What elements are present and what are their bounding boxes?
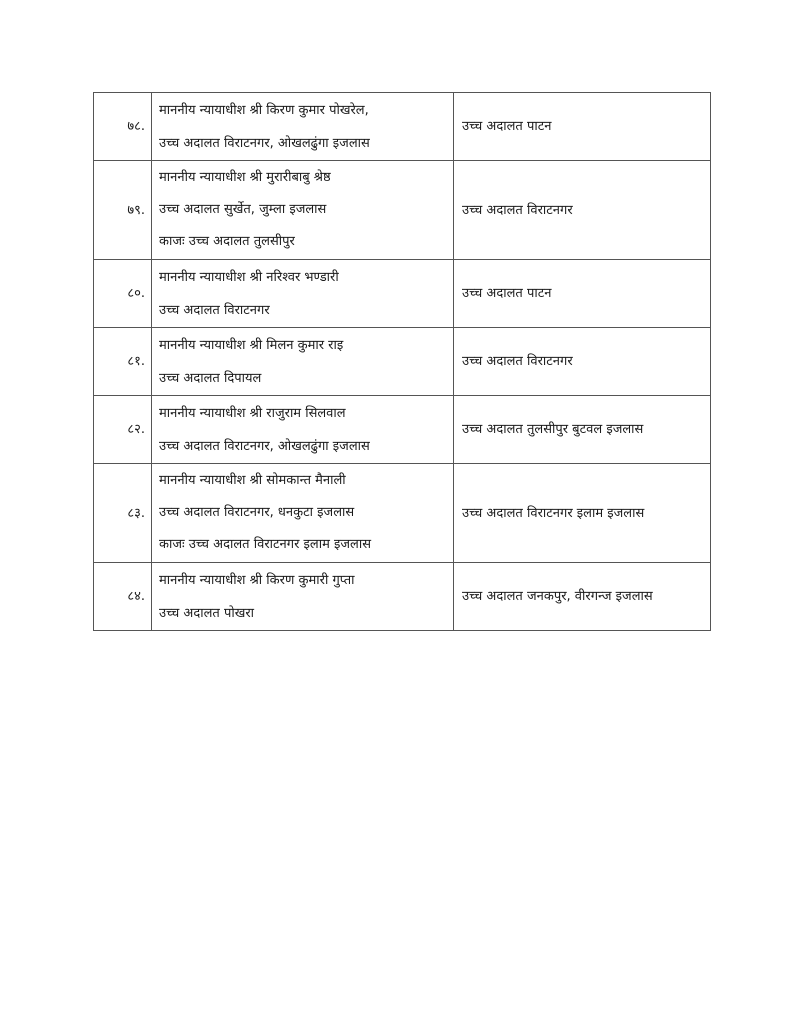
judge-name-cell (152, 396, 454, 464)
row-number: ८४. (127, 589, 145, 604)
destination-court: उच्च अदालत जनकपुर, वीरगन्ज इजलास (462, 589, 653, 604)
row-number: ७९. (127, 202, 145, 218)
judge-name-cell (152, 563, 454, 631)
table-row (94, 328, 711, 396)
table-row (94, 93, 711, 161)
judge-name-line: माननीय न्यायाधीश श्री नरिश्वर भण्डारी (159, 269, 339, 285)
row-number: ८३. (127, 505, 145, 521)
current-court-line: उच्च अदालत दिपायल (159, 370, 262, 386)
judge-name-line: माननीय न्यायाधीश श्री किरण कुमारी गुप्ता (159, 572, 355, 588)
judge-name-cell (152, 93, 454, 161)
row-number-cell (94, 161, 152, 260)
row-number-cell (94, 93, 152, 161)
judge-name-line: माननीय न्यायाधीश श्री मिलन कुमार राइ (159, 337, 344, 353)
judge-name-cell (152, 161, 454, 260)
current-court-line: उच्च अदालत विराटनगर, ओखलढुंगा इजलास (159, 135, 370, 151)
row-number-cell (94, 464, 152, 563)
destination-cell (454, 563, 711, 631)
destination-court: उच्च अदालत विराटनगर (462, 354, 573, 369)
destination-cell (454, 464, 711, 563)
table-row (94, 396, 711, 464)
table-row (94, 464, 711, 563)
judge-name-cell (152, 328, 454, 396)
judge-name-line: माननीय न्यायाधीश श्री किरण कुमार पोखरेल, (159, 102, 369, 118)
row-number: ८०. (127, 286, 145, 301)
acting-court-line: काजः उच्च अदालत तुलसीपुर (159, 234, 295, 249)
judge-name-line: माननीय न्यायाधीश श्री मुरारीबाबु श्रेष्ठ (159, 170, 331, 185)
table-row (94, 563, 711, 631)
row-number-cell (94, 563, 152, 631)
judge-name-line: माननीय न्यायाधीश श्री सोमकान्त मैनाली (159, 473, 346, 488)
judge-name-line: माननीय न्यायाधीश श्री राजुराम सिलवाल (159, 405, 346, 421)
row-number-cell (94, 260, 152, 328)
row-number: ७८. (127, 119, 145, 134)
current-court-line: उच्च अदालत विराटनगर (159, 302, 270, 318)
destination-cell (454, 396, 711, 464)
judge-name-cell (152, 464, 454, 563)
destination-cell (454, 161, 711, 260)
current-court-line: उच्च अदालत विराटनगर, धनकुटा इजलास (159, 505, 355, 520)
row-number: ८१. (127, 354, 145, 369)
current-court-line: उच्च अदालत सुर्खेत, जुम्ला इजलास (159, 202, 327, 217)
acting-court-line: काजः उच्च अदालत विराटनगर इलाम इजलास (159, 537, 372, 552)
destination-court: उच्च अदालत तुलसीपुर बुटवल इजलास (462, 422, 644, 437)
destination-court: उच्च अदालत पाटन (462, 119, 552, 134)
destination-cell (454, 328, 711, 396)
judge-transfer-table (93, 92, 711, 631)
current-court-line: उच्च अदालत विराटनगर, ओखलढुंगा इजलास (159, 438, 370, 454)
destination-court: उच्च अदालत पाटन (462, 286, 552, 301)
destination-court: उच्च अदालत विराटनगर इलाम इजलास (462, 505, 645, 521)
current-court-line: उच्च अदालत पोखरा (159, 605, 255, 621)
row-number: ८२. (127, 422, 145, 437)
row-number-cell (94, 396, 152, 464)
table-row (94, 260, 711, 328)
destination-cell (454, 93, 711, 161)
table-row (94, 161, 711, 260)
row-number-cell (94, 328, 152, 396)
destination-cell (454, 260, 711, 328)
destination-court: उच्च अदालत विराटनगर (462, 202, 573, 218)
judge-name-cell (152, 260, 454, 328)
